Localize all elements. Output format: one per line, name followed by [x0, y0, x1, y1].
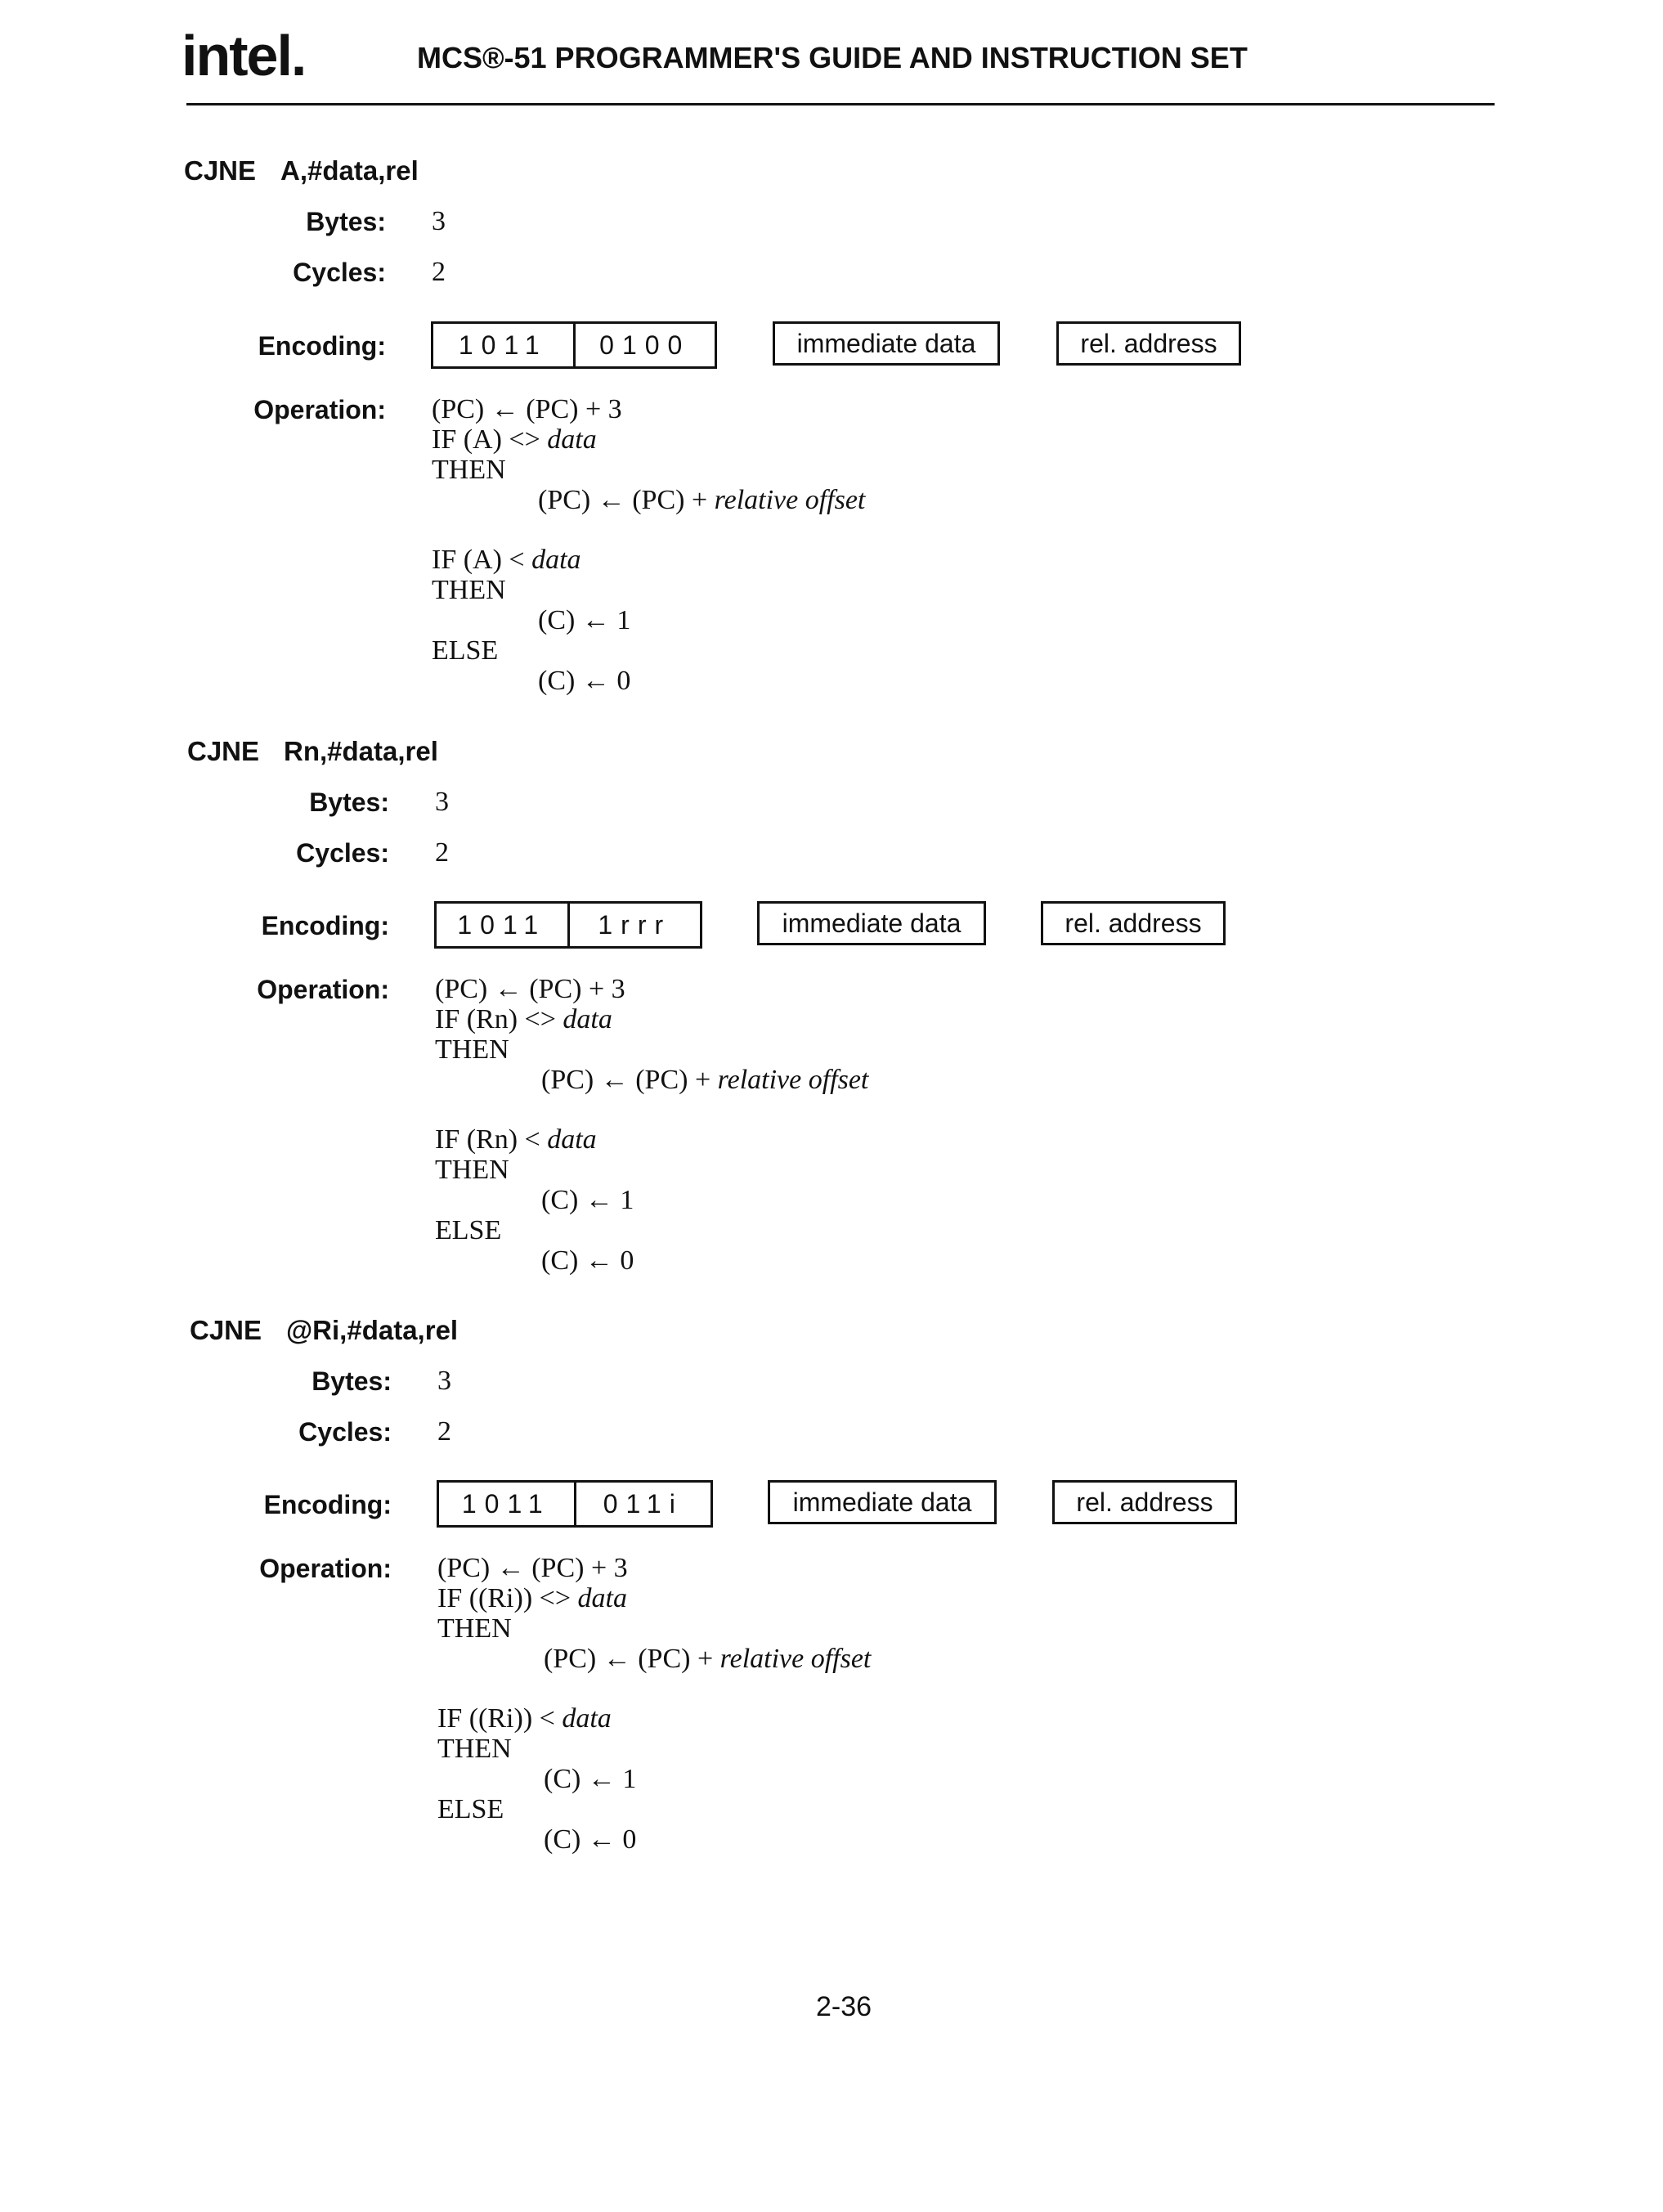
- op-line: (C) ← 1: [544, 1764, 637, 1794]
- cycles-label: Cycles:: [296, 838, 389, 868]
- op-line: THEN: [432, 575, 506, 605]
- rel-address-box: rel. address: [1056, 321, 1241, 366]
- op-line: (PC) ← (PC) + 3: [432, 394, 622, 424]
- rel-address-box: rel. address: [1052, 1480, 1237, 1524]
- op-line: (C) ← 1: [538, 605, 631, 635]
- op-line: (C) ← 0: [541, 1245, 634, 1276]
- op-line: (C) ← 1: [541, 1185, 634, 1215]
- operands: Rn,#data,rel: [284, 736, 438, 766]
- opcode-low-nibble: 011i: [574, 1483, 711, 1525]
- opcode-low-nibble: 0100: [573, 324, 715, 366]
- encoding-label: Encoding:: [258, 331, 386, 361]
- op-line: (PC) ← (PC) + relative offset: [538, 485, 866, 515]
- opcode-box: [434, 901, 702, 949]
- cycles-value: 2: [435, 837, 449, 868]
- op-line: (PC) ← (PC) + relative offset: [544, 1644, 872, 1674]
- rel-address-box: rel. address: [1041, 901, 1226, 945]
- op-line: THEN: [435, 1155, 509, 1185]
- cycles-value: 2: [432, 257, 446, 287]
- op-line: IF (A) < data: [432, 545, 581, 575]
- cycles-label: Cycles:: [293, 258, 386, 287]
- mnemonic: CJNE: [187, 736, 260, 766]
- op-line: (PC) ← (PC) + relative offset: [541, 1065, 869, 1095]
- op-line: (C) ← 0: [544, 1824, 637, 1855]
- encoding-label: Encoding:: [263, 1490, 392, 1519]
- operation-label: Operation:: [259, 1554, 392, 1583]
- op-line: (PC) ← (PC) + 3: [437, 1553, 628, 1583]
- immediate-data-box: immediate data: [773, 321, 1000, 366]
- immediate-data-box: immediate data: [768, 1480, 997, 1524]
- cycles-value: 2: [437, 1416, 451, 1447]
- opcode-high-nibble: 1011: [461, 1488, 551, 1519]
- bytes-label: Bytes:: [306, 207, 386, 236]
- bytes-value: 3: [432, 206, 446, 236]
- mnemonic: CJNE: [184, 155, 257, 186]
- op-line: IF (Rn) < data: [435, 1124, 597, 1155]
- immediate-data-box: immediate data: [757, 901, 986, 945]
- bytes-value: 3: [435, 787, 449, 817]
- op-line: IF (A) <> data: [432, 424, 597, 455]
- header-rule: [186, 103, 1495, 105]
- op-line: THEN: [437, 1734, 512, 1764]
- mnemonic: CJNE: [190, 1315, 262, 1345]
- op-line: THEN: [435, 1034, 509, 1065]
- op-line: IF ((Ri)) < data: [437, 1703, 612, 1734]
- page-header-title: MCS®-51 PROGRAMMER'S GUIDE AND INSTRUCTION SET: [417, 41, 1248, 74]
- op-line: IF ((Ri)) <> data: [437, 1583, 627, 1613]
- bytes-label: Bytes:: [312, 1366, 392, 1396]
- opcode-low-nibble: 1rrr: [567, 904, 701, 946]
- op-line: (C) ← 0: [538, 666, 631, 696]
- operands: @Ri,#data,rel: [286, 1315, 459, 1345]
- op-line: ELSE: [435, 1215, 502, 1245]
- op-line: THEN: [437, 1613, 512, 1644]
- encoding-label: Encoding:: [261, 911, 389, 940]
- op-line: THEN: [432, 455, 506, 485]
- cycles-label: Cycles:: [298, 1417, 392, 1447]
- intel-logo: intel.: [182, 24, 306, 87]
- opcode-box: [437, 1480, 713, 1528]
- opcode-high-nibble: 1011: [458, 330, 548, 360]
- opcode-box: [431, 321, 717, 369]
- operation-label: Operation:: [253, 395, 386, 424]
- op-line: ELSE: [432, 635, 499, 666]
- page-number: 2-36: [816, 1991, 872, 2022]
- opcode-high-nibble: 1011: [457, 909, 547, 940]
- bytes-label: Bytes:: [309, 787, 389, 817]
- op-line: ELSE: [437, 1794, 504, 1824]
- op-line: (PC) ← (PC) + 3: [435, 974, 625, 1004]
- operands: A,#data,rel: [280, 155, 419, 186]
- bytes-value: 3: [437, 1366, 451, 1396]
- operation-label: Operation:: [257, 975, 389, 1004]
- op-line: IF (Rn) <> data: [435, 1004, 612, 1034]
